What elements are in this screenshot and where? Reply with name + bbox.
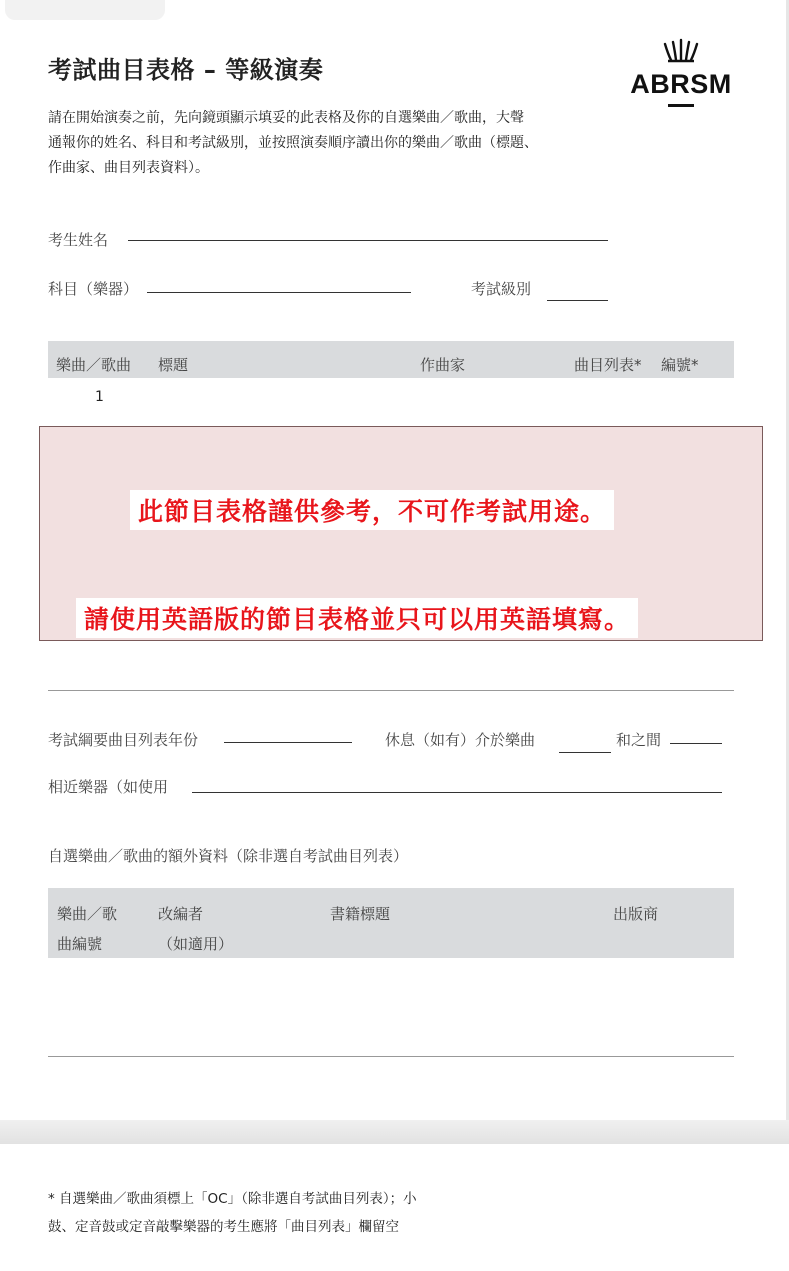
pieces-table-header: [48, 341, 734, 378]
column-header: 改編者: [158, 905, 204, 923]
syllabus-year-label: 考試綱要曲目列表年份: [48, 731, 199, 749]
related-instrument-field[interactable]: [192, 792, 722, 793]
page-break: [0, 1120, 789, 1144]
intro-line: 作曲家、曲目列表資料）。: [48, 160, 209, 176]
grade-field[interactable]: [547, 300, 608, 301]
column-header: 標題: [158, 356, 189, 374]
subject-label: 科目（樂器）: [48, 280, 139, 298]
column-header: 曲編號: [57, 935, 103, 953]
notice-line-1: 此節目表格謹供參考，不可作考試用途。: [130, 490, 614, 530]
footnote-line: 鼓、定音鼓或定音敲擊樂器的考生應將「曲目列表」欄留空: [48, 1219, 399, 1235]
column-header: 曲目列表*: [574, 356, 642, 374]
section-divider: [48, 690, 734, 691]
column-header: 出版商: [613, 905, 659, 923]
subject-field[interactable]: [147, 292, 411, 293]
syllabus-year-field[interactable]: [224, 742, 352, 743]
own-choice-table-header: [48, 888, 734, 958]
intro-text: [48, 106, 588, 181]
table-row-number: 1: [95, 389, 104, 405]
column-header: 作曲家: [420, 356, 466, 374]
column-header: 樂曲／歌曲: [56, 356, 132, 374]
logo-wordmark: ABRSM: [630, 69, 732, 99]
intro-line: 通報你的姓名、科目和考試級別，並按照演奏順序讀出你的樂曲／歌曲（標題、: [48, 135, 538, 151]
grade-label: 考試級別: [471, 280, 532, 298]
crown-icon: [662, 38, 700, 64]
footnote-line: * 自選樂曲／歌曲須標上「OC」（除非選自考試曲目列表）；小: [48, 1191, 417, 1207]
and-between-label: 和之間: [616, 731, 662, 749]
column-header: 編號*: [661, 356, 699, 374]
own-choice-info-label: 自選樂曲／歌曲的額外資料（除非選自考試曲目列表）: [48, 847, 409, 865]
interval-label: 休息（如有）介於樂曲: [385, 731, 536, 749]
logo-underline: [668, 104, 694, 107]
notice-line-2: 請使用英語版的節目表格並只可以用英語填寫。: [76, 598, 638, 638]
column-header: 樂曲／歌: [57, 905, 118, 923]
section-divider: [48, 1056, 734, 1057]
interval-piece-a-field[interactable]: [559, 752, 611, 753]
related-instrument-label: 相近樂器（如使用: [48, 778, 169, 796]
abrsm-logo: [627, 38, 735, 107]
column-header: 書籍標題: [330, 905, 391, 923]
candidate-name-label: 考生姓名: [48, 231, 109, 249]
column-header: （如適用）: [158, 935, 234, 953]
form-title: 考試曲目表格 – 等級演奏: [48, 56, 324, 84]
reference-only-notice: [39, 426, 763, 641]
candidate-name-field[interactable]: [128, 240, 608, 241]
interval-piece-b-field[interactable]: [670, 743, 722, 744]
footnote: [48, 1185, 417, 1241]
intro-line: 請在開始演奏之前，先向鏡頭顯示填妥的此表格及你的自選樂曲／歌曲，大聲: [48, 110, 524, 126]
top-tab-remnant: [5, 0, 165, 20]
